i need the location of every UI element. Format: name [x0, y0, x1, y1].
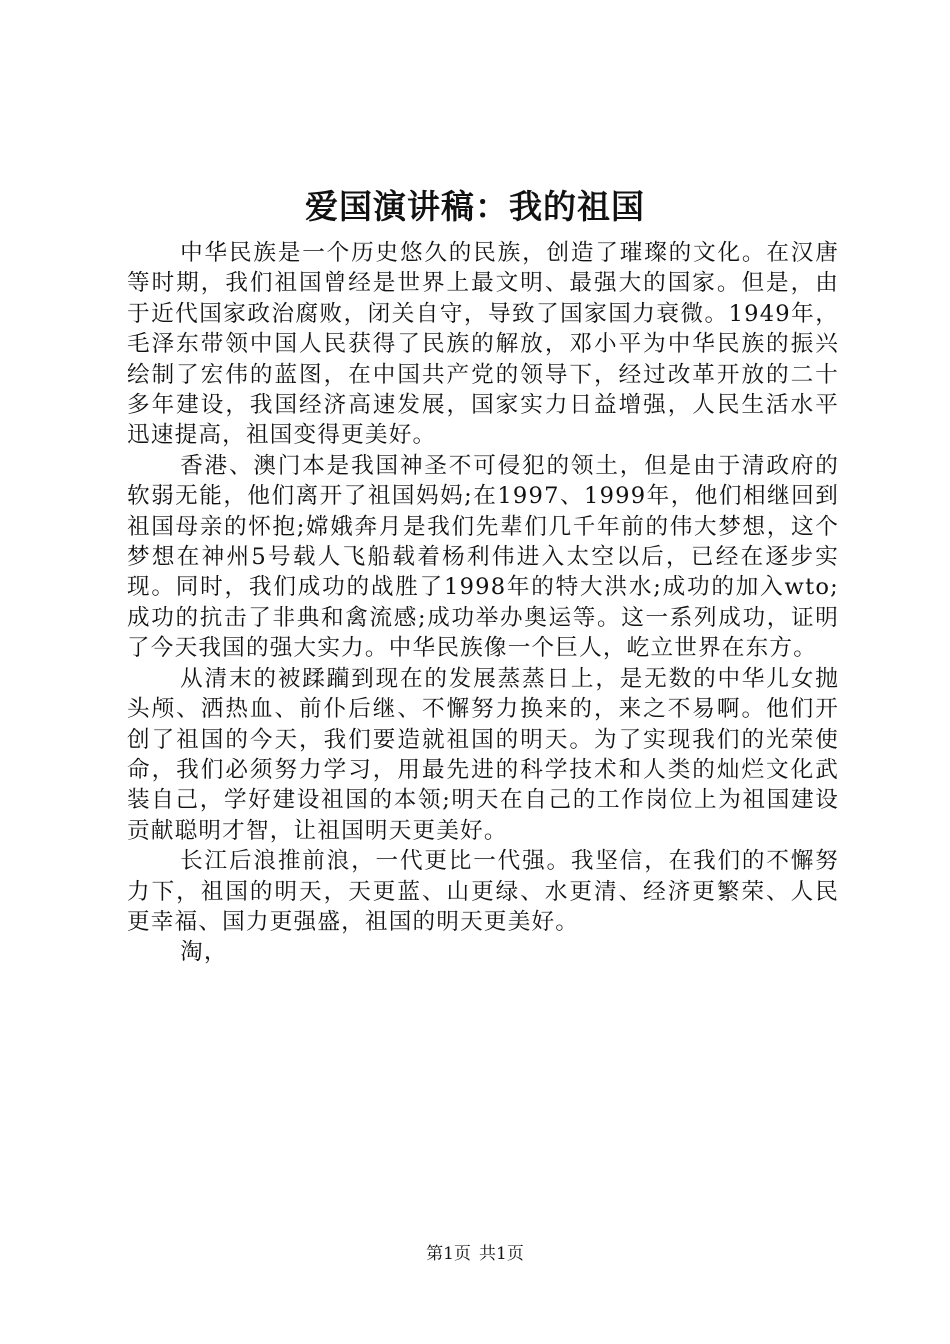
page-number: 第1页 [426, 1244, 471, 1264]
paragraph-4: 长江后浪推前浪，一代更比一代强。我坚信，在我们的不懈努力下，祖国的明天，天更蓝、山更绿、水更清、经济更繁荣、人民更幸福、国力更强盛，祖国的明天更美好。 [127, 848, 839, 935]
paragraph-3: 从清末的被蹂躏到现在的发展蒸蒸日上，是无数的中华儿女抛头颅、洒热血、前仆后继、不懈努力换来的，来之不易啊。他们开创了祖国的今天，我们要造就祖国的明天。为了实现我们的光荣使命，我们必须努力学习，用最先进的科学技术和人类的灿烂文化武装自己，学好建设祖国的本领;明天在自己的工作岗位上为祖国建设贡献聪明才智，让祖国明天更美好。 [127, 665, 839, 844]
page-footer [0, 1243, 950, 1265]
page-total: 共1页 [479, 1244, 524, 1264]
paragraph-2: 香港、澳门本是我国神圣不可侵犯的领土，但是由于清政府的软弱无能，他们离开了祖国妈妈;在1997、1999年，他们相继回到祖国母亲的怀抱;嫦娥奔月是我们先辈们几千年前的伟大梦想，这个梦想在神州5号载人飞船载着杨利伟进入太空以后，已经在逐步实现。同时，我们成功的战胜了1998年的特大洪水;成功的加入wto;成功的抗击了非典和禽流感;成功举办奥运等。这一系列成功，证明了今天我国的强大实力。中华民族像一个巨人，屹立世界在东方。 [127, 452, 839, 662]
document-title: 爱国演讲稿：我的祖国 [305, 187, 645, 226]
document-body [127, 238, 839, 968]
paragraph-1: 中华民族是一个历史悠久的民族，创造了璀璨的文化。在汉唐等时期，我们祖国曾经是世界上最文明、最强大的国家。但是，由于近代国家政治腐败，闭关自守，导致了国家国力衰微。1949年，毛泽东带领中国人民获得了民族的解放，邓小平为中华民族的振兴绘制了宏伟的蓝图，在中国共产党的领导下，经过改革开放的二十多年建设，我国经济高速发展，国家实力日益增强，人民生活水平迅速提高，祖国变得更美好。 [127, 240, 839, 449]
paragraph-5: 淘， [180, 939, 228, 966]
